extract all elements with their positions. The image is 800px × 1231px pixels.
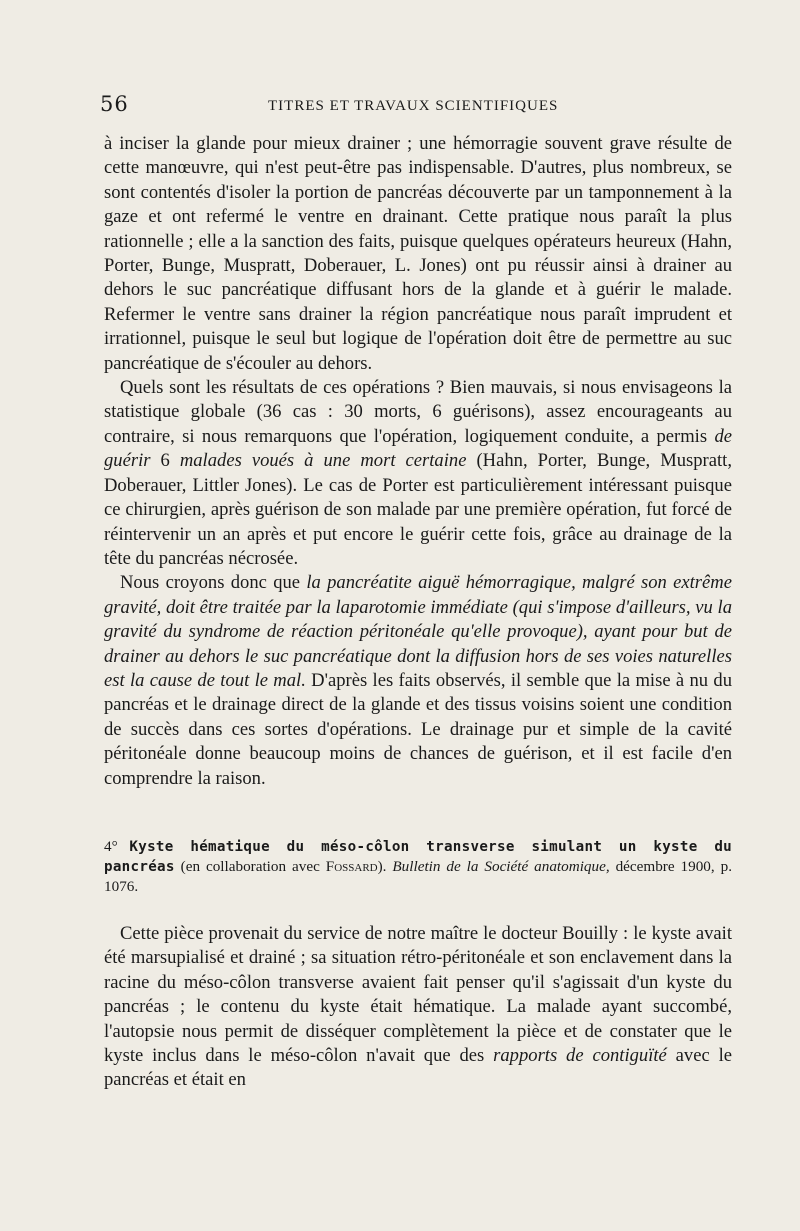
page-header: [100, 92, 740, 122]
paragraph-2-italic-a: de guérir: [104, 425, 732, 472]
paragraph-2-text-a: Quels sont les résultats de ces opérations ? Bien mauvais, si nous envisageons la statistique globale (36 cas : 30 morts, 6 guérisons), assez encourageants au contraire, si nous remarquons que l'opération, logiquement conduite, a permis: [104, 377, 732, 447]
reference-collab-end: ).: [377, 857, 393, 875]
reference-number: 4°: [104, 837, 118, 855]
paragraph-4-text-a: Cette pièce provenait du service de notre maître le docteur Bouilly : le kyste avait été marsupialisé et drainé ; sa situation rétro-péritonéale et son enclavement dans la racine du méso-côlon transverse avaient fait penser qu'il s'agissait d'un kyste du pancréas ; le contenu du kyste était hématique. La malade ayant succombé, l'autopsie nous permit de disséquer complètement la pièce et de constater que le kyste inclus dans le méso-côlon n'avait que des: [104, 922, 732, 1066]
running-title: TITRES ET TRAVAUX SCIENTIFIQUES: [268, 98, 559, 114]
paragraph-3-text-b: D'après les faits observés, il semble que la mise à nu du pancréas et le drainage direct de la glande et des tissus voisins soient une condition de succès dans ces sortes d'opérations. Le drainage pur et simple de la cavité péritonéale donne beaucoup moins de chances de guérison, et il est facile d'en comprendre la raison.: [104, 669, 732, 789]
paragraph-2-italic-b: malades voués à une mort certaine: [179, 450, 467, 472]
reference-entry: [104, 837, 732, 896]
paragraph-2-text-b: 6: [150, 450, 180, 472]
paragraph-3-text-a: Nous croyons donc que: [120, 572, 307, 594]
paragraph-4-italic: rapports de contiguïté: [493, 1045, 667, 1066]
reference-spacer: [104, 896, 732, 922]
paragraph-3-italic: la pancréatite aiguë hémorragique, malgré son extrême gravité, doit être traitée par la laparotomie immédiate (qui s'impose d'ailleurs, vu la gravité du syndrome de réaction péritonéale qu'elle provoque), ayant pour but de drainer au dehors le suc pancréatique dont la diffusion hors de ses voies naturelles est la cause de tout le mal.: [104, 572, 732, 691]
reference-collab: (en collaboration avec: [174, 857, 326, 875]
reference-title: Kyste hématique du méso-côlon transverse simulant un kyste du pancréas: [104, 838, 733, 875]
paragraph-3: [104, 571, 732, 791]
section-spacer: [104, 791, 732, 837]
paragraph-1: à inciser la glande pour mieux drainer ; une hémorragie souvent grave résulte de cette manœuvre, qui n'est peut-être pas indispensable. D'autres, plus nombreux, se sont contentés d'isoler la portion de pancréas découverte par un tamponnement à la gaze et ont refermé le ventre en drainant. Cette pratique nous paraît la plus rationnelle ; elle a la sanction des faits, puisque quelques opérateurs heureux (Hahn, Porter, Bunge, Muspratt, Doberauer, L. Jones) ont pu réussir ainsi à drainer au dehors le suc pancréatique diffusant hors de la glande et à guérir le malade. Refermer le ventre sans drainer la région pancréatique nous paraît imprudent et irrationnel, puisque le seul but logique de l'opération doit être de permettre au suc pancréatique de s'écouler au dehors.: [104, 133, 732, 374]
body-text: [104, 132, 732, 1093]
paragraph-4: [104, 922, 732, 1093]
reference-coauthor: Fossard: [325, 857, 378, 875]
page-number: 56: [100, 92, 129, 116]
reference-journal: Bulletin de la Société anatomique,: [392, 857, 610, 875]
paragraph-4-text-b: avec le pancréas et était en: [104, 1045, 732, 1091]
reference-date: décembre 1900, p. 1076.: [104, 857, 732, 895]
paragraph-2: [104, 376, 732, 571]
paragraph-2-text-c: (Hahn, Porter, Bunge, Muspratt, Doberauer, Littler Jones). Le cas de Porter est particulièrement intéressant puisque ce chirurgien, après guérison de son malade par une première opération, fut forcé de réintervenir un an après et put encore le guérir cette fois, grâce au drainage de la tête du pancréas nécrosée.: [104, 450, 732, 569]
